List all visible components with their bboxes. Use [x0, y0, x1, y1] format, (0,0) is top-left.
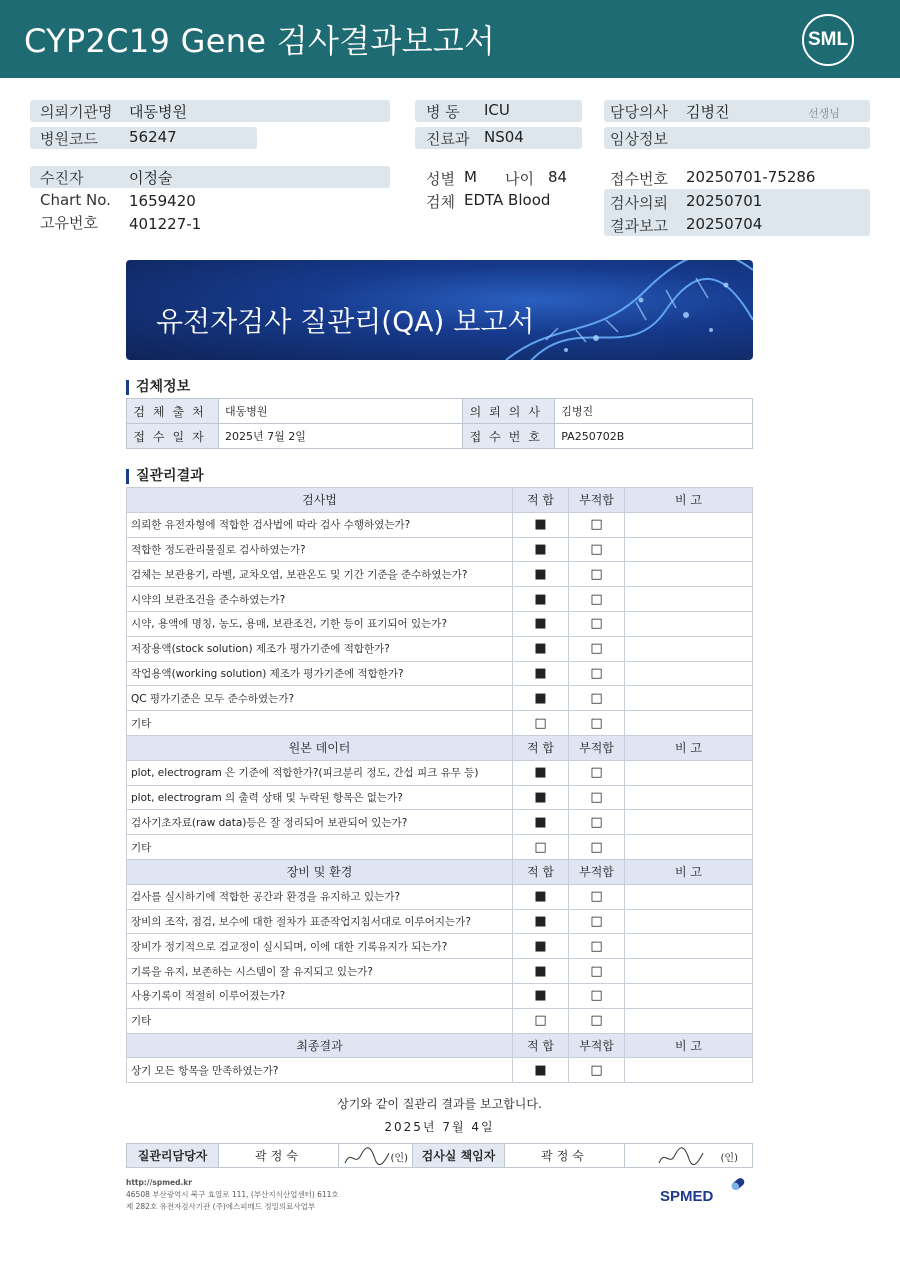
chart-value: 1659420 — [129, 192, 196, 210]
age-label: 나이 — [505, 170, 534, 188]
table-row — [127, 512, 753, 537]
pass-mark: ■ — [513, 587, 569, 612]
patient-name: 이정술 — [129, 169, 173, 187]
closing-date: 2025년 7월 4일 — [384, 1120, 495, 1134]
sml-logo: SML — [802, 14, 854, 66]
pass-mark: ■ — [513, 562, 569, 587]
pass-mark: □ — [513, 711, 569, 736]
note-cell — [625, 636, 753, 661]
lab-seal: (인) — [720, 1153, 738, 1164]
note-cell — [625, 835, 753, 860]
capsule-icon — [728, 1174, 748, 1194]
table-row — [127, 636, 753, 661]
pass-mark: ■ — [513, 636, 569, 661]
note-cell — [625, 686, 753, 711]
fail-mark: □ — [569, 512, 625, 537]
lab-seal-cell — [625, 1144, 753, 1168]
fail-mark: □ — [569, 1058, 625, 1083]
group-header — [127, 735, 753, 760]
qa-seal: (인) — [390, 1153, 408, 1164]
question: 적합한 정도관리물질로 검사하였는가? — [127, 537, 513, 562]
question: 의뢰한 유전자형에 적합한 검사법에 따라 검사 수행하였는가? — [127, 512, 513, 537]
requester-label: 의뢰의사 — [463, 399, 555, 424]
fail-header: 부적합 — [569, 859, 625, 884]
pass-mark: ■ — [513, 537, 569, 562]
fail-header: 부적합 — [569, 735, 625, 760]
dept-label: 진료과 — [426, 130, 470, 148]
ward-label: 병 동 — [426, 103, 460, 121]
qa-results-table — [126, 487, 753, 1083]
question: 기록을 유지, 보존하는 시스템이 잘 유지되고 있는가? — [127, 959, 513, 984]
spmed-logo — [660, 1180, 755, 1210]
footer — [126, 1177, 339, 1213]
date-value: 2025년 7월 2일 — [219, 424, 463, 449]
pass-mark: ■ — [513, 512, 569, 537]
pass-mark: ■ — [513, 909, 569, 934]
table-row — [127, 810, 753, 835]
footer-url: http://spmed.kr — [126, 1178, 192, 1187]
question: 시약의 보관조건을 준수하였는가? — [127, 587, 513, 612]
report-label: 결과보고 — [610, 217, 668, 235]
note-cell — [625, 587, 753, 612]
pass-mark: ■ — [513, 661, 569, 686]
signature-icon — [341, 1145, 391, 1167]
request-value: 20250701 — [686, 192, 763, 210]
pass-mark: ■ — [513, 686, 569, 711]
question: 저장용액(stock solution) 제조가 평가기준에 적합한가? — [127, 636, 513, 661]
question: plot, electrogram 의 출력 상태 및 누락된 항목은 없는가? — [127, 785, 513, 810]
report-title: CYP2C19 Gene 검사결과보고서 — [24, 22, 496, 60]
ward-value: ICU — [484, 101, 510, 119]
table-row — [127, 959, 753, 984]
chart-label: Chart No. — [40, 191, 111, 209]
pass-mark: ■ — [513, 934, 569, 959]
requester-value: 김병진 — [555, 399, 753, 424]
fail-mark: □ — [569, 785, 625, 810]
closing-statement: 상기와 같이 질관리 결과를 보고합니다. — [337, 1097, 542, 1111]
fail-mark: □ — [569, 686, 625, 711]
note-cell — [625, 884, 753, 909]
note-cell — [625, 959, 753, 984]
pass-mark: ■ — [513, 611, 569, 636]
question: 기타 — [127, 711, 513, 736]
group-title: 검사법 — [127, 488, 513, 513]
pass-mark: □ — [513, 835, 569, 860]
table-row — [127, 785, 753, 810]
question: 검체는 보관용기, 라벨, 교차오염, 보관온도 및 기간 기준을 준수하였는가? — [127, 562, 513, 587]
question: 검사기초자료(raw data)등은 잘 정리되어 보관되어 있는가? — [127, 810, 513, 835]
table-row — [127, 835, 753, 860]
note-cell — [625, 512, 753, 537]
pass-mark: ■ — [513, 785, 569, 810]
qa-banner — [126, 260, 753, 360]
doctor-label: 담당의사 — [610, 103, 668, 121]
fail-mark: □ — [569, 587, 625, 612]
pass-header: 적 합 — [513, 859, 569, 884]
table-row — [127, 934, 753, 959]
footer-address: 46508 부산광역시 북구 효열로 111, (부산지식산업센터) 611호 — [126, 1190, 339, 1199]
fail-mark: □ — [569, 1008, 625, 1033]
question: 기타 — [127, 1008, 513, 1033]
specimen-section-title: 검체정보 — [126, 380, 190, 395]
dept-value: NS04 — [484, 128, 524, 146]
pass-header: 적 합 — [513, 488, 569, 513]
fail-mark: □ — [569, 884, 625, 909]
fail-header: 부적합 — [569, 488, 625, 513]
receipt-value: 20250701-75286 — [686, 168, 816, 186]
institution-value: 대동병원 — [129, 103, 187, 121]
fail-mark: □ — [569, 934, 625, 959]
group-header — [127, 488, 753, 513]
question: 장비의 조작, 점검, 보수에 대한 절차가 표준작업지침서대로 이루어지는가? — [127, 909, 513, 934]
fail-mark: □ — [569, 611, 625, 636]
note-header: 비 고 — [625, 488, 753, 513]
date-label: 접수일자 — [127, 424, 219, 449]
receipt-no-value: PA250702B — [555, 424, 753, 449]
fail-mark: □ — [569, 661, 625, 686]
group-title: 최종결과 — [127, 1033, 513, 1058]
lab-director-name: 곽정숙 — [505, 1144, 625, 1168]
origin-value: 대동병원 — [219, 399, 463, 424]
origin-label: 검체출처 — [127, 399, 219, 424]
pass-mark: ■ — [513, 1058, 569, 1083]
doctor-suffix: 선생님 — [808, 107, 840, 120]
question: 기타 — [127, 835, 513, 860]
patient-label: 수진자 — [40, 169, 84, 187]
note-cell — [625, 810, 753, 835]
sex-label: 성별 — [426, 170, 455, 188]
specimen-value: EDTA Blood — [464, 191, 551, 209]
fail-mark: □ — [569, 835, 625, 860]
question: 작업용액(working solution) 제조가 평가기준에 적합한가? — [127, 661, 513, 686]
table-row — [127, 1008, 753, 1033]
specimen-label: 검체 — [426, 193, 455, 211]
spmed-logo-text: SPMED — [660, 1188, 714, 1205]
pass-mark: ■ — [513, 810, 569, 835]
sex-value: M — [464, 168, 477, 186]
note-cell — [625, 934, 753, 959]
receipt-label: 접수번호 — [610, 170, 668, 188]
fail-mark: □ — [569, 959, 625, 984]
id-value: 401227-1 — [129, 215, 202, 233]
question: 시약, 용액에 명칭, 농도, 용매, 보관조건, 기한 등이 표기되어 있는가? — [127, 611, 513, 636]
lab-director-label: 검사실 책임자 — [413, 1144, 505, 1168]
pass-header: 적 합 — [513, 1033, 569, 1058]
group-title: 장비 및 환경 — [127, 859, 513, 884]
table-row — [127, 537, 753, 562]
note-cell — [625, 661, 753, 686]
qa-section-title: 질관리결과 — [126, 469, 204, 484]
pass-mark: ■ — [513, 884, 569, 909]
fail-mark: □ — [569, 810, 625, 835]
note-cell — [625, 1058, 753, 1083]
signature-icon — [655, 1145, 705, 1167]
question: 장비가 정기적으로 검교정이 실시되며, 이에 대한 기록유지가 되는가? — [127, 934, 513, 959]
note-cell — [625, 983, 753, 1008]
pass-mark: ■ — [513, 959, 569, 984]
pass-mark: □ — [513, 1008, 569, 1033]
note-cell — [625, 785, 753, 810]
note-cell — [625, 611, 753, 636]
table-row — [127, 983, 753, 1008]
pass-mark: ■ — [513, 760, 569, 785]
table-row — [127, 711, 753, 736]
signature-table — [126, 1143, 753, 1168]
fail-mark: □ — [569, 909, 625, 934]
note-header: 비 고 — [625, 1033, 753, 1058]
note-cell — [625, 711, 753, 736]
question: 상기 모든 항목을 만족하였는가? — [127, 1058, 513, 1083]
qa-seal-cell — [339, 1144, 413, 1168]
receipt-no-label: 접수번호 — [463, 424, 555, 449]
group-title: 원본 데이터 — [127, 735, 513, 760]
question: plot, electrogram 은 기준에 적합한가?(피크분리 정도, 간섭 피크 유무 등) — [127, 760, 513, 785]
question: 검사를 실시하기에 적합한 공간과 환경을 유지하고 있는가? — [127, 884, 513, 909]
fail-mark: □ — [569, 711, 625, 736]
pass-mark: ■ — [513, 983, 569, 1008]
group-header — [127, 1033, 753, 1058]
note-cell — [625, 562, 753, 587]
institution-label: 의뢰기관명 — [40, 103, 113, 121]
fail-mark: □ — [569, 983, 625, 1008]
pass-header: 적 합 — [513, 735, 569, 760]
table-row — [127, 909, 753, 934]
specimen-info-table — [126, 398, 753, 449]
question: 사용기록이 적절히 이루어졌는가? — [127, 983, 513, 1008]
fail-mark: □ — [569, 537, 625, 562]
note-header: 비 고 — [625, 859, 753, 884]
fail-mark: □ — [569, 562, 625, 587]
table-row — [127, 611, 753, 636]
table-row — [127, 760, 753, 785]
fail-mark: □ — [569, 760, 625, 785]
fail-header: 부적합 — [569, 1033, 625, 1058]
footer-registration: 제 282호 유전자검사기관 (주)에스피메드 정밀의료사업부 — [126, 1202, 316, 1211]
note-header: 비 고 — [625, 735, 753, 760]
table-row — [127, 686, 753, 711]
hospital-code-value: 56247 — [129, 128, 177, 146]
request-label: 검사의뢰 — [610, 194, 668, 212]
note-cell — [625, 760, 753, 785]
table-row — [127, 1058, 753, 1083]
table-row — [127, 884, 753, 909]
note-cell — [625, 537, 753, 562]
clinical-label: 임상정보 — [610, 130, 668, 148]
group-header — [127, 859, 753, 884]
qa-manager-label: 질관리담당자 — [127, 1144, 219, 1168]
header-bar — [0, 0, 900, 78]
age-value: 84 — [548, 168, 568, 186]
banner-title: 유전자검사 질관리(QA) 보고서 — [156, 305, 535, 338]
report-value: 20250704 — [686, 215, 763, 233]
patient-row — [30, 166, 390, 188]
question: QC 평가기준은 모두 준수하였는가? — [127, 686, 513, 711]
hospital-code-label: 병원코드 — [40, 130, 98, 148]
note-cell — [625, 1008, 753, 1033]
note-cell — [625, 909, 753, 934]
table-row — [127, 587, 753, 612]
table-row — [127, 661, 753, 686]
doctor-value: 김병진 — [686, 103, 730, 121]
id-label: 고유번호 — [40, 214, 98, 232]
qa-manager-name: 곽정숙 — [219, 1144, 339, 1168]
table-row — [127, 562, 753, 587]
fail-mark: □ — [569, 636, 625, 661]
